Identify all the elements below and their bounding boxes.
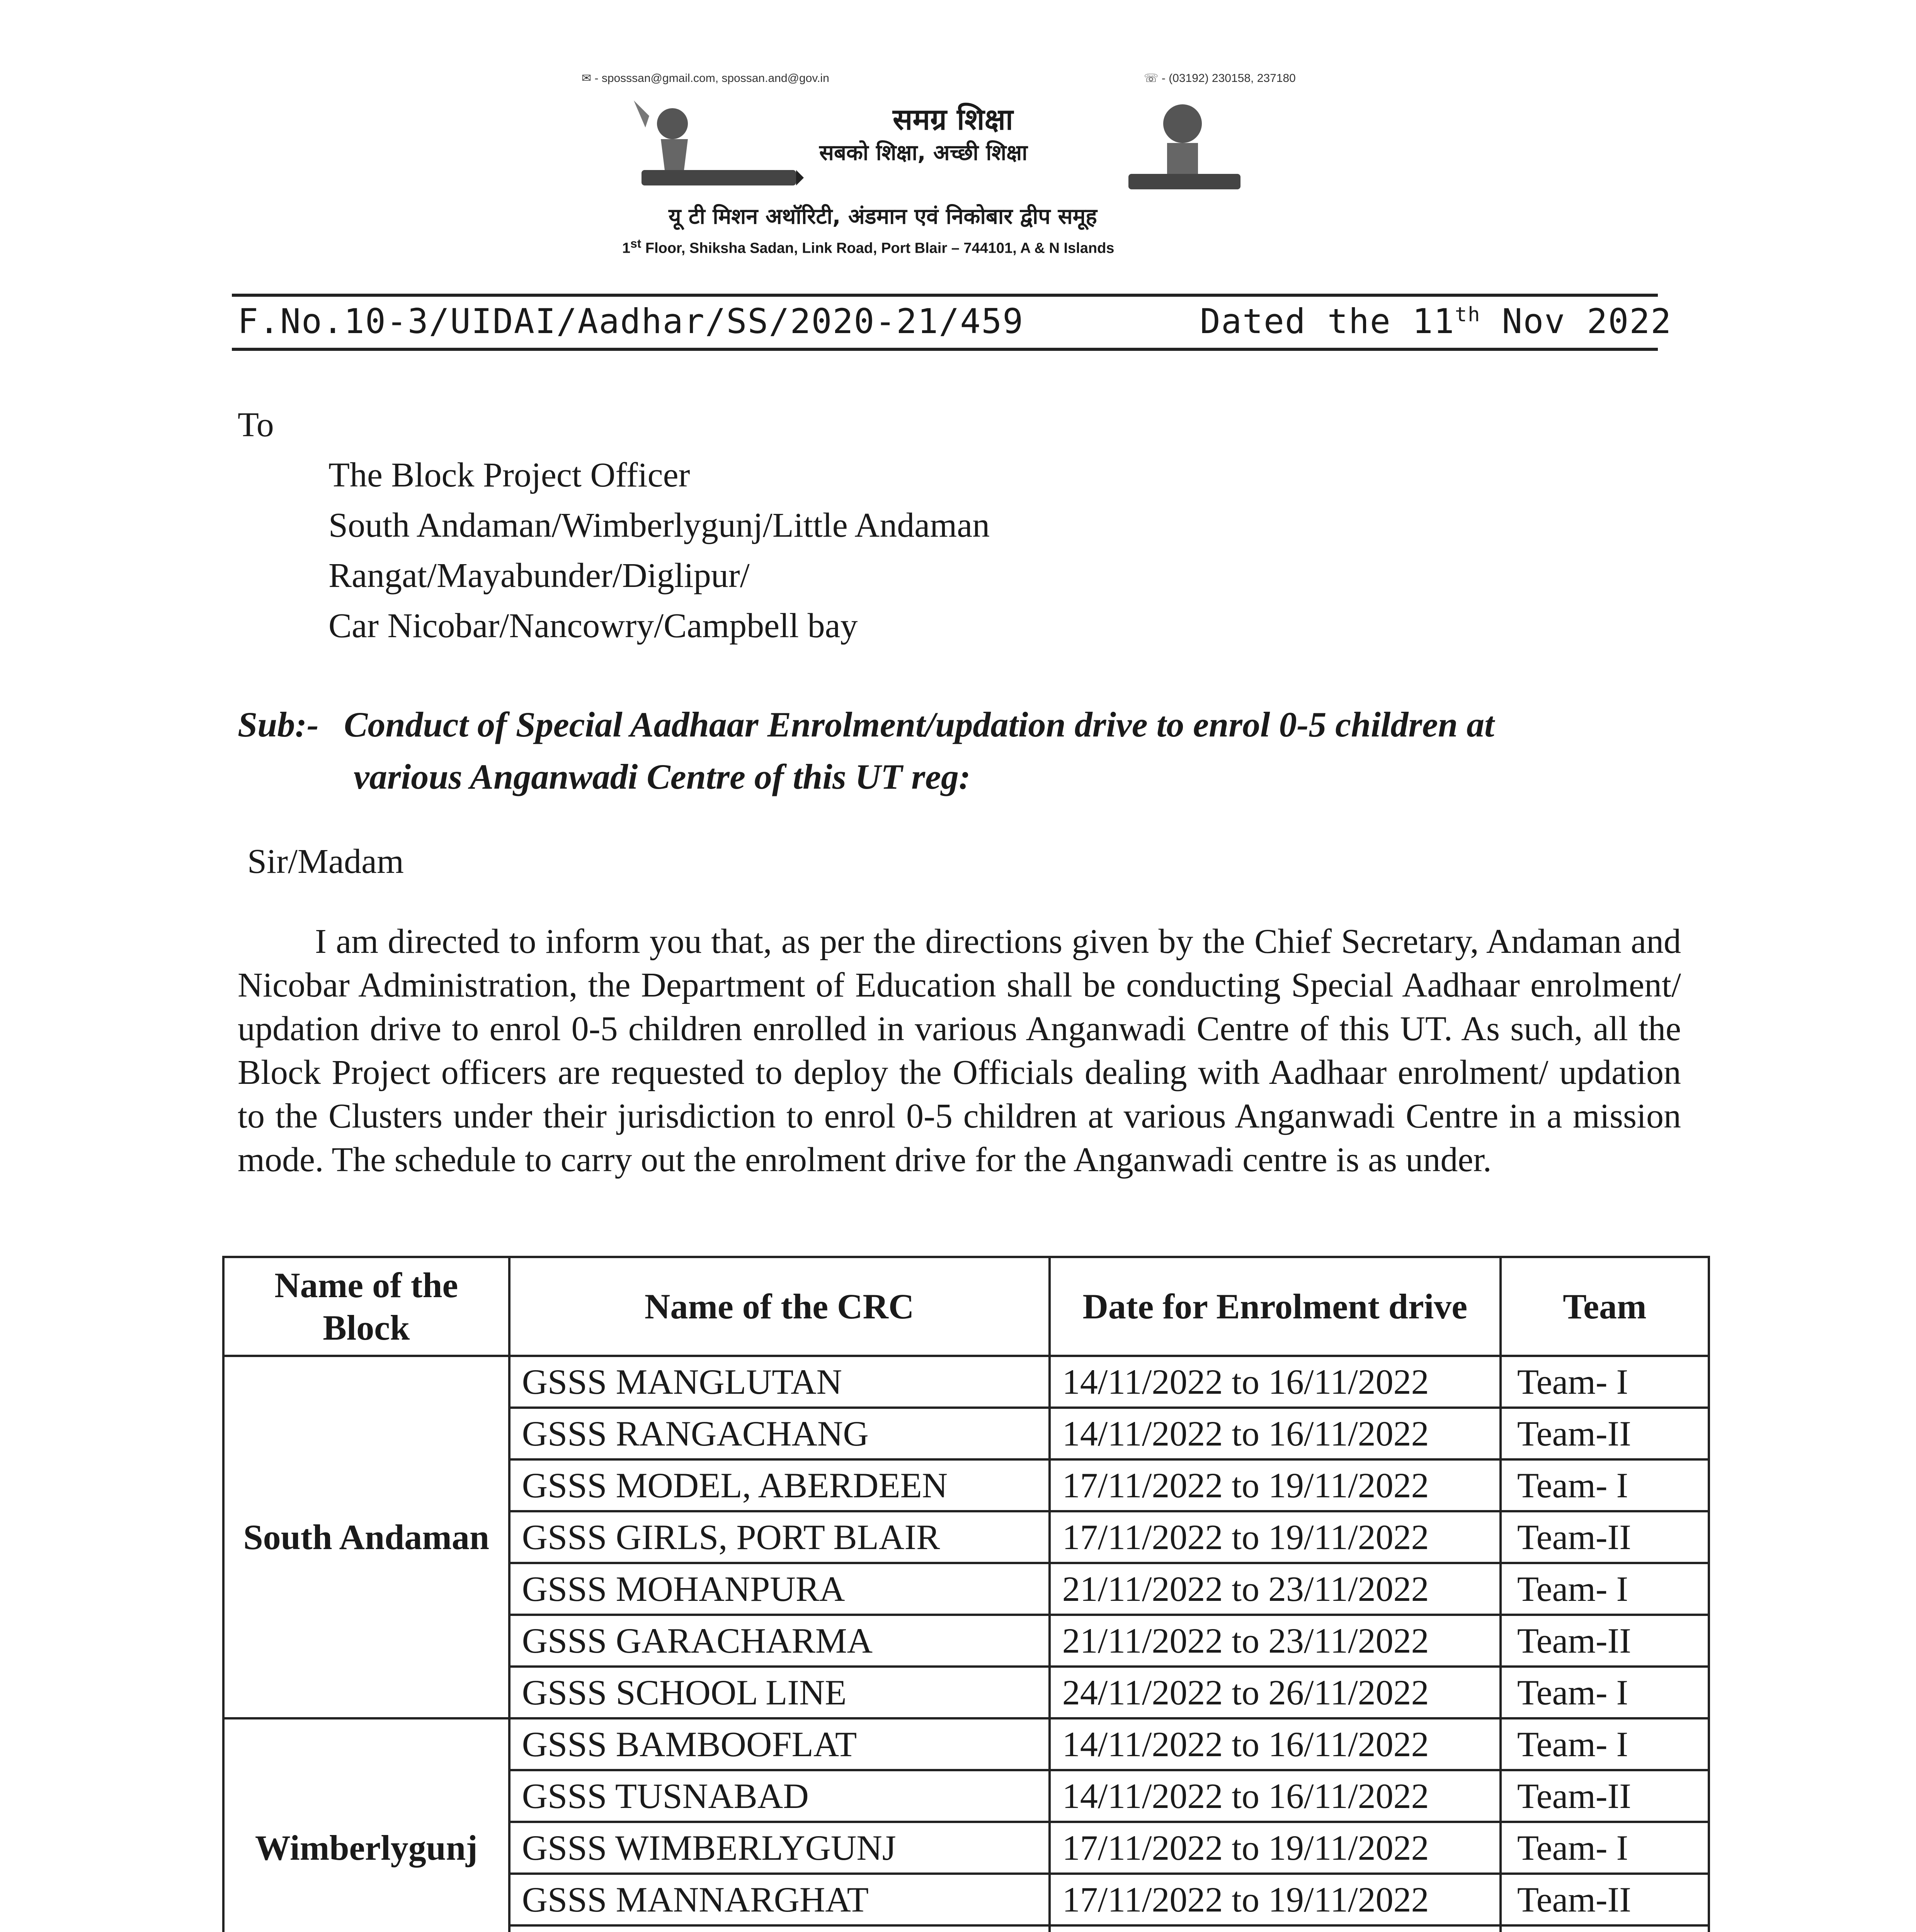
crc-name-cell: GSSS WIMBERLYGUNJ <box>509 1822 1050 1874</box>
date-cell: 14/11/2022 to 16/11/2022 <box>1050 1408 1501 1459</box>
crc-name-cell: GSSS MANGLUTAN <box>509 1356 1050 1408</box>
date-cell: 24/11/2022 to 26/11/2022 <box>1050 1667 1501 1718</box>
header-block: Name of the Block <box>223 1257 509 1356</box>
table-row <box>223 1718 1709 1770</box>
date-cell: 17/11/2022 to 19/11/2022 <box>1050 1459 1501 1511</box>
schedule-body <box>223 1356 1709 1932</box>
crc-name-cell: GSSS BAMBOOFLAT <box>509 1718 1050 1770</box>
header-team: Team <box>1501 1257 1709 1356</box>
team-cell: Team-II <box>1501 1874 1709 1925</box>
date-cell: 14/11/2022 to 16/11/2022 <box>1050 1718 1501 1770</box>
subject-line-2: various Anganwadi Centre of this UT reg: <box>354 757 971 796</box>
team-cell: Team-II <box>1501 1615 1709 1667</box>
team-cell: Team-II <box>1501 1511 1709 1563</box>
phone-icon: ☏ <box>1144 72 1159 85</box>
letter-date: Dated the 11th Nov 2022 <box>1200 301 1672 341</box>
letterhead-tagline: सबको शिक्षा, अच्छी शिक्षा <box>819 140 1028 165</box>
crc-name-cell <box>509 1925 1050 1932</box>
team-cell: Team- I <box>1501 1822 1709 1874</box>
date-cell: 21/11/2022 to 23/11/2022 <box>1050 1615 1501 1667</box>
date-cell <box>1050 1925 1501 1932</box>
enrolment-schedule-table <box>222 1256 1710 1932</box>
bottom-rule <box>232 348 1658 351</box>
team-cell: Team-II <box>1501 1770 1709 1822</box>
team-cell <box>1501 1925 1709 1932</box>
date-cell: 21/11/2022 to 23/11/2022 <box>1050 1563 1501 1615</box>
crc-name-cell: GSSS SCHOOL LINE <box>509 1667 1050 1718</box>
letterhead-phone: ☏ - (03192) 230158, 237180 <box>1144 72 1296 85</box>
addressee-line: South Andaman/Wimberlygunj/Little Andaman <box>328 506 990 544</box>
addressee-line: The Block Project Officer <box>328 456 690 494</box>
body-paragraph: I am directed to inform you that, as per the directions given by the Chief Secretary, Andaman and Nicobar Administration, the Department of Education shall be conducting Special Aadhaar enrolment/ updation drive to enrol 0-5 children enrolled in various Anganwadi Centre of this UT. As such, all the Block Project officers are requested to deploy the Officials dealing with Aadhaar enrolment/ updation to the Clusters under their jurisdiction to enrol 0-5 children at various Anganwadi Centre in a mission mode. The schedule to carry out the enrolment drive for the Anganwadi centre is as under. <box>238 922 1681 1179</box>
team-cell: Team- I <box>1501 1459 1709 1511</box>
date-cell: 14/11/2022 to 16/11/2022 <box>1050 1770 1501 1822</box>
letterhead-email: ✉ - sposssan@gmail.com, spossan.and@gov.in <box>582 72 829 85</box>
date-cell: 17/11/2022 to 19/11/2022 <box>1050 1874 1501 1925</box>
addressee-line: Rangat/Mayabunder/Diglipur/ <box>328 556 750 595</box>
date-cell: 14/11/2022 to 16/11/2022 <box>1050 1356 1501 1408</box>
addressee-line: Car Nicobar/Nancowry/Campbell bay <box>328 607 858 645</box>
team-cell: Team- I <box>1501 1356 1709 1408</box>
crc-name-cell: GSSS MODEL, ABERDEEN <box>509 1459 1050 1511</box>
team-cell: Team- I <box>1501 1563 1709 1615</box>
block-name-cell: South Andaman <box>223 1356 509 1718</box>
letterhead-address: 1st Floor, Shiksha Sadan, Link Road, Port Blair – 744101, A & N Islands <box>622 236 1115 257</box>
mail-icon: ✉ <box>582 72 592 85</box>
letterhead-title: समग्र शिक्षा <box>893 102 1013 136</box>
crc-name-cell: GSSS GARACHARMA <box>509 1615 1050 1667</box>
header-crc: Name of the CRC <box>509 1257 1050 1356</box>
block-name-cell: Wimberlygunj <box>223 1718 509 1932</box>
team-cell: Team- I <box>1501 1718 1709 1770</box>
file-number: F.No.10-3/UIDAI/Aadhar/SS/2020-21/459 <box>238 301 1024 341</box>
crc-name-cell: GSSS TUSNABAD <box>509 1770 1050 1822</box>
table-row <box>223 1356 1709 1408</box>
subject-line-1: Conduct of Special Aadhaar Enrolment/updation drive to enrol 0-5 children at <box>344 705 1494 744</box>
crc-name-cell: GSSS MANNARGHAT <box>509 1874 1050 1925</box>
date-cell: 17/11/2022 to 19/11/2022 <box>1050 1822 1501 1874</box>
salutation: Sir/Madam <box>247 842 404 881</box>
top-rule <box>232 294 1658 297</box>
header-date: Date for Enrolment drive <box>1050 1257 1501 1356</box>
team-cell: Team- I <box>1501 1667 1709 1718</box>
crc-name-cell: GSSS GIRLS, PORT BLAIR <box>509 1511 1050 1563</box>
crc-name-cell: GSSS RANGACHANG <box>509 1408 1050 1459</box>
crc-name-cell: GSSS MOHANPURA <box>509 1563 1050 1615</box>
subject-label: Sub:- <box>238 705 319 744</box>
letterhead-authority: यू टी मिशन अथॉरिटी, अंडमान एवं निकोबार द्वीप समूह <box>669 204 1097 229</box>
date-cell: 17/11/2022 to 19/11/2022 <box>1050 1511 1501 1563</box>
team-cell: Team-II <box>1501 1408 1709 1459</box>
samagra-shiksha-girl-pencil-logo <box>626 93 804 201</box>
boy-reading-logo <box>1128 97 1240 201</box>
to-label: To <box>238 406 274 444</box>
